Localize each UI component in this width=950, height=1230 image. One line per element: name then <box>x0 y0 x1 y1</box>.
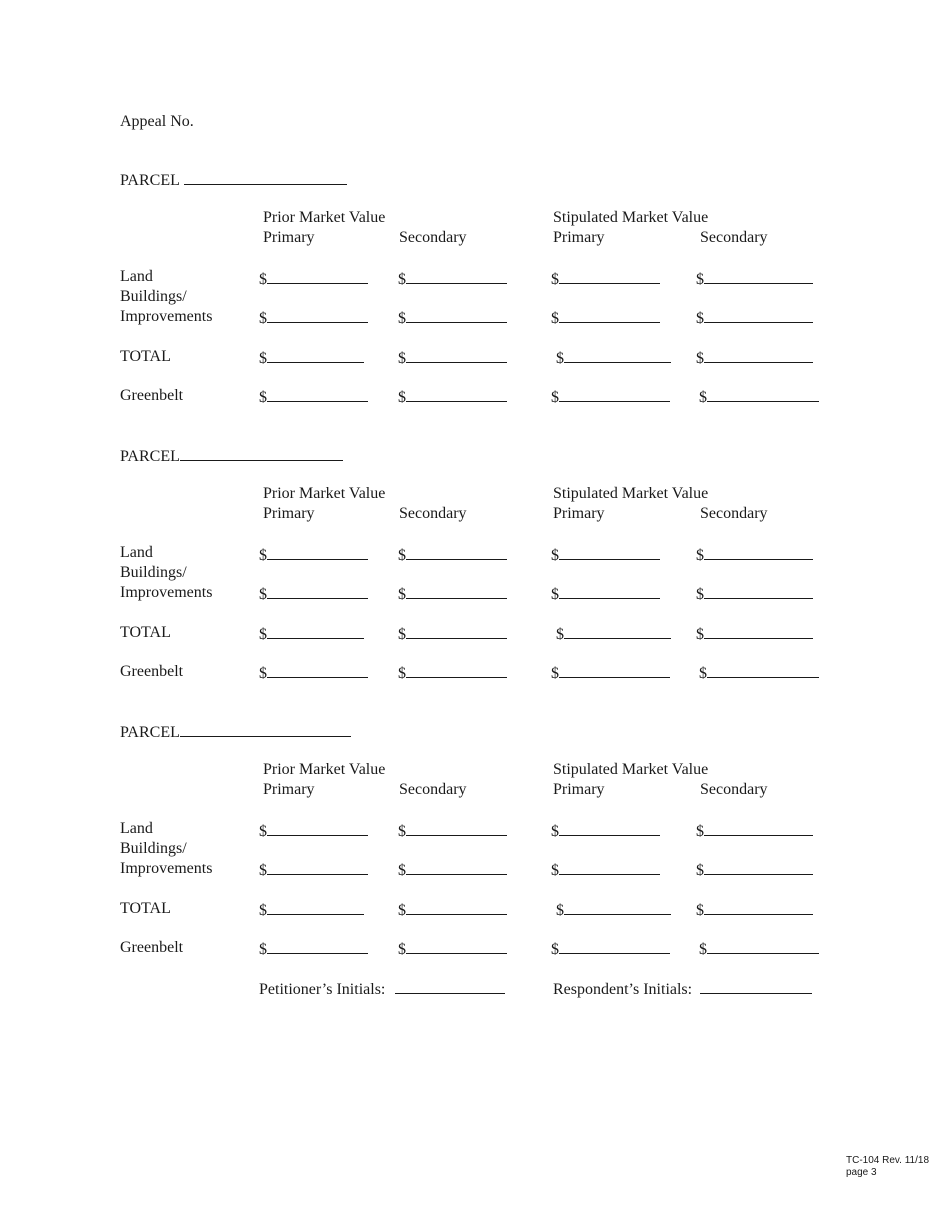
value-field-greenbelt[interactable] <box>551 939 670 959</box>
currency-symbol: $ <box>696 823 704 840</box>
prior-secondary-heading: Secondary <box>399 505 467 522</box>
currency-symbol: $ <box>696 310 704 327</box>
currency-symbol: $ <box>556 626 564 643</box>
value-entry-line[interactable] <box>406 624 507 639</box>
value-field-greenbelt[interactable] <box>259 663 368 683</box>
value-field-greenbelt[interactable] <box>551 663 670 683</box>
currency-symbol: $ <box>696 350 704 367</box>
value-entry-line[interactable] <box>707 939 819 954</box>
value-field-greenbelt[interactable] <box>699 939 819 959</box>
value-field-buildings[interactable] <box>398 584 507 604</box>
row-label-total: TOTAL <box>120 348 171 365</box>
currency-symbol: $ <box>696 862 704 879</box>
row-label-land: Land <box>120 544 153 561</box>
value-entry-line[interactable] <box>267 545 368 560</box>
row-label-greenbelt: Greenbelt <box>120 387 184 404</box>
stipulated-primary-heading: Primary <box>553 781 605 798</box>
row-label-improvements: Improvements <box>120 308 213 325</box>
currency-symbol: $ <box>699 665 707 682</box>
value-entry-line[interactable] <box>406 939 507 954</box>
value-field-greenbelt[interactable] <box>551 387 670 407</box>
currency-symbol: $ <box>551 389 559 406</box>
currency-symbol: $ <box>398 271 406 288</box>
value-entry-line[interactable] <box>564 348 671 363</box>
prior-secondary-heading: Secondary <box>399 229 467 246</box>
value-entry-line[interactable] <box>559 308 660 323</box>
stipulated-market-value-heading: Stipulated Market Value <box>553 209 709 226</box>
currency-symbol: $ <box>551 310 559 327</box>
stipulated-market-value-heading: Stipulated Market Value <box>553 761 709 778</box>
value-field-land[interactable] <box>551 269 660 289</box>
currency-symbol: $ <box>259 389 267 406</box>
parcel-block <box>0 722 950 982</box>
currency-symbol: $ <box>551 823 559 840</box>
prior-primary-heading: Primary <box>263 229 315 246</box>
value-field-buildings[interactable] <box>551 860 660 880</box>
currency-symbol: $ <box>699 941 707 958</box>
prior-primary-heading: Primary <box>263 781 315 798</box>
value-field-total[interactable] <box>259 624 364 644</box>
value-entry-line[interactable] <box>559 584 660 599</box>
value-field-greenbelt[interactable] <box>259 939 368 959</box>
value-entry-line[interactable] <box>406 663 507 678</box>
value-entry-line[interactable] <box>267 584 368 599</box>
parcel-label <box>120 170 347 190</box>
value-entry-line[interactable] <box>704 545 813 560</box>
value-entry-line[interactable] <box>559 387 670 402</box>
currency-symbol: $ <box>259 823 267 840</box>
respondent-initials <box>553 979 812 999</box>
value-field-buildings[interactable] <box>551 308 660 328</box>
prior-secondary-heading: Secondary <box>399 781 467 798</box>
value-entry-line[interactable] <box>406 584 507 599</box>
currency-symbol: $ <box>699 389 707 406</box>
value-entry-line[interactable] <box>406 387 507 402</box>
page-number: page 3 <box>846 1167 877 1178</box>
row-label-improvements: Improvements <box>120 860 213 877</box>
value-field-buildings[interactable] <box>696 308 813 328</box>
value-entry-line[interactable] <box>704 821 813 836</box>
value-field-greenbelt[interactable] <box>398 939 507 959</box>
stipulated-market-value-heading: Stipulated Market Value <box>553 485 709 502</box>
value-entry-line[interactable] <box>704 584 813 599</box>
parcel-block <box>0 446 950 706</box>
currency-symbol: $ <box>696 902 704 919</box>
currency-symbol: $ <box>398 862 406 879</box>
currency-symbol: $ <box>398 626 406 643</box>
value-field-land[interactable] <box>696 821 813 841</box>
value-field-total[interactable] <box>398 624 507 644</box>
value-field-land[interactable] <box>398 545 507 565</box>
value-entry-line[interactable] <box>707 387 819 402</box>
row-label-land: Land <box>120 268 153 285</box>
value-field-buildings[interactable] <box>551 584 660 604</box>
value-field-buildings[interactable] <box>259 860 368 880</box>
value-field-greenbelt[interactable] <box>699 663 819 683</box>
value-field-buildings[interactable] <box>259 308 368 328</box>
row-label-buildings: Buildings/ <box>120 564 187 581</box>
currency-symbol: $ <box>398 941 406 958</box>
currency-symbol: $ <box>259 665 267 682</box>
value-field-total[interactable] <box>259 900 364 920</box>
currency-symbol: $ <box>696 547 704 564</box>
parcel-number-field[interactable] <box>180 722 351 737</box>
parcel-label-text: PARCEL <box>120 724 180 741</box>
petitioner-initials <box>259 979 505 999</box>
currency-symbol: $ <box>398 310 406 327</box>
value-entry-line[interactable] <box>564 624 671 639</box>
value-entry-line[interactable] <box>704 624 813 639</box>
currency-symbol: $ <box>259 271 267 288</box>
value-entry-line[interactable] <box>406 860 507 875</box>
row-label-improvements: Improvements <box>120 584 213 601</box>
value-field-total[interactable] <box>556 348 671 368</box>
value-entry-line[interactable] <box>267 663 368 678</box>
row-label-land: Land <box>120 820 153 837</box>
respondent-initials-field[interactable] <box>700 979 812 994</box>
row-label-greenbelt: Greenbelt <box>120 663 184 680</box>
value-field-total[interactable] <box>398 900 507 920</box>
value-entry-line[interactable] <box>267 624 364 639</box>
value-field-buildings[interactable] <box>696 860 813 880</box>
currency-symbol: $ <box>551 665 559 682</box>
currency-symbol: $ <box>398 665 406 682</box>
value-entry-line[interactable] <box>559 663 670 678</box>
currency-symbol: $ <box>259 350 267 367</box>
value-field-land[interactable] <box>551 545 660 565</box>
stipulated-primary-heading: Primary <box>553 505 605 522</box>
currency-symbol: $ <box>259 902 267 919</box>
value-field-land[interactable] <box>259 269 368 289</box>
parcel-block <box>0 170 950 430</box>
value-entry-line[interactable] <box>564 900 671 915</box>
value-entry-line[interactable] <box>267 308 368 323</box>
value-field-greenbelt[interactable] <box>259 387 368 407</box>
form-footer <box>846 1155 929 1179</box>
currency-symbol: $ <box>398 586 406 603</box>
parcel-number-field[interactable] <box>184 170 347 185</box>
value-entry-line[interactable] <box>704 348 813 363</box>
value-entry-line[interactable] <box>406 348 507 363</box>
value-entry-line[interactable] <box>406 308 507 323</box>
row-label-total: TOTAL <box>120 900 171 917</box>
value-field-buildings[interactable] <box>259 584 368 604</box>
currency-symbol: $ <box>259 310 267 327</box>
value-entry-line[interactable] <box>267 348 364 363</box>
currency-symbol: $ <box>259 862 267 879</box>
value-field-greenbelt[interactable] <box>398 663 507 683</box>
currency-symbol: $ <box>398 389 406 406</box>
stipulated-secondary-heading: Secondary <box>700 229 768 246</box>
value-entry-line[interactable] <box>267 821 368 836</box>
parcel-label-text: PARCEL <box>120 172 180 189</box>
prior-market-value-heading: Prior Market Value <box>263 761 386 778</box>
value-field-greenbelt[interactable] <box>398 387 507 407</box>
currency-symbol: $ <box>259 547 267 564</box>
value-entry-line[interactable] <box>267 900 364 915</box>
prior-market-value-heading: Prior Market Value <box>263 209 386 226</box>
value-entry-line[interactable] <box>704 900 813 915</box>
value-field-total[interactable] <box>259 348 364 368</box>
value-field-land[interactable] <box>259 821 368 841</box>
value-field-land[interactable] <box>398 821 507 841</box>
respondent-initials-label: Respondent’s Initials: <box>553 981 693 998</box>
value-field-land[interactable] <box>398 269 507 289</box>
value-entry-line[interactable] <box>559 860 660 875</box>
value-field-total[interactable] <box>696 348 813 368</box>
currency-symbol: $ <box>398 902 406 919</box>
row-label-buildings: Buildings/ <box>120 840 187 857</box>
currency-symbol: $ <box>398 547 406 564</box>
value-entry-line[interactable] <box>267 387 368 402</box>
currency-symbol: $ <box>259 626 267 643</box>
row-label-greenbelt: Greenbelt <box>120 939 184 956</box>
row-label-buildings: Buildings/ <box>120 288 187 305</box>
value-entry-line[interactable] <box>704 308 813 323</box>
currency-symbol: $ <box>551 547 559 564</box>
parcel-label <box>120 722 351 742</box>
currency-symbol: $ <box>551 941 559 958</box>
value-field-total[interactable] <box>696 624 813 644</box>
form-id: TC-104 Rev. 11/18 <box>846 1155 930 1166</box>
value-field-buildings[interactable] <box>696 584 813 604</box>
value-field-total[interactable] <box>696 900 813 920</box>
value-entry-line[interactable] <box>559 545 660 560</box>
stipulated-primary-heading: Primary <box>553 229 605 246</box>
value-entry-line[interactable] <box>707 663 819 678</box>
value-field-buildings[interactable] <box>398 308 507 328</box>
value-field-land[interactable] <box>696 545 813 565</box>
value-field-land[interactable] <box>551 821 660 841</box>
value-entry-line[interactable] <box>406 821 507 836</box>
value-field-land[interactable] <box>696 269 813 289</box>
petitioner-initials-label: Petitioner’s Initials: <box>259 981 386 998</box>
currency-symbol: $ <box>551 271 559 288</box>
currency-symbol: $ <box>398 823 406 840</box>
currency-symbol: $ <box>556 902 564 919</box>
currency-symbol: $ <box>696 271 704 288</box>
value-entry-line[interactable] <box>406 269 507 284</box>
row-label-total: TOTAL <box>120 624 171 641</box>
currency-symbol: $ <box>556 350 564 367</box>
value-entry-line[interactable] <box>406 545 507 560</box>
parcel-number-field[interactable] <box>180 446 343 461</box>
value-field-greenbelt[interactable] <box>699 387 819 407</box>
parcel-label <box>120 446 343 466</box>
currency-symbol: $ <box>551 862 559 879</box>
currency-symbol: $ <box>696 626 704 643</box>
value-field-total[interactable] <box>556 900 671 920</box>
value-entry-line[interactable] <box>559 939 670 954</box>
appeal-number-label: Appeal No. <box>120 113 194 130</box>
prior-market-value-heading: Prior Market Value <box>263 485 386 502</box>
currency-symbol: $ <box>398 350 406 367</box>
stipulated-secondary-heading: Secondary <box>700 781 768 798</box>
currency-symbol: $ <box>551 586 559 603</box>
value-entry-line[interactable] <box>704 269 813 284</box>
value-entry-line[interactable] <box>704 860 813 875</box>
petitioner-initials-field[interactable] <box>395 979 505 994</box>
value-field-total[interactable] <box>556 624 671 644</box>
currency-symbol: $ <box>259 941 267 958</box>
value-field-buildings[interactable] <box>398 860 507 880</box>
value-entry-line[interactable] <box>267 269 368 284</box>
value-field-land[interactable] <box>259 545 368 565</box>
value-entry-line[interactable] <box>267 939 368 954</box>
value-entry-line[interactable] <box>559 821 660 836</box>
currency-symbol: $ <box>259 586 267 603</box>
value-entry-line[interactable] <box>406 900 507 915</box>
currency-symbol: $ <box>696 586 704 603</box>
stipulated-secondary-heading: Secondary <box>700 505 768 522</box>
parcel-label-text: PARCEL <box>120 448 180 465</box>
value-field-total[interactable] <box>398 348 507 368</box>
value-entry-line[interactable] <box>559 269 660 284</box>
prior-primary-heading: Primary <box>263 505 315 522</box>
value-entry-line[interactable] <box>267 860 368 875</box>
